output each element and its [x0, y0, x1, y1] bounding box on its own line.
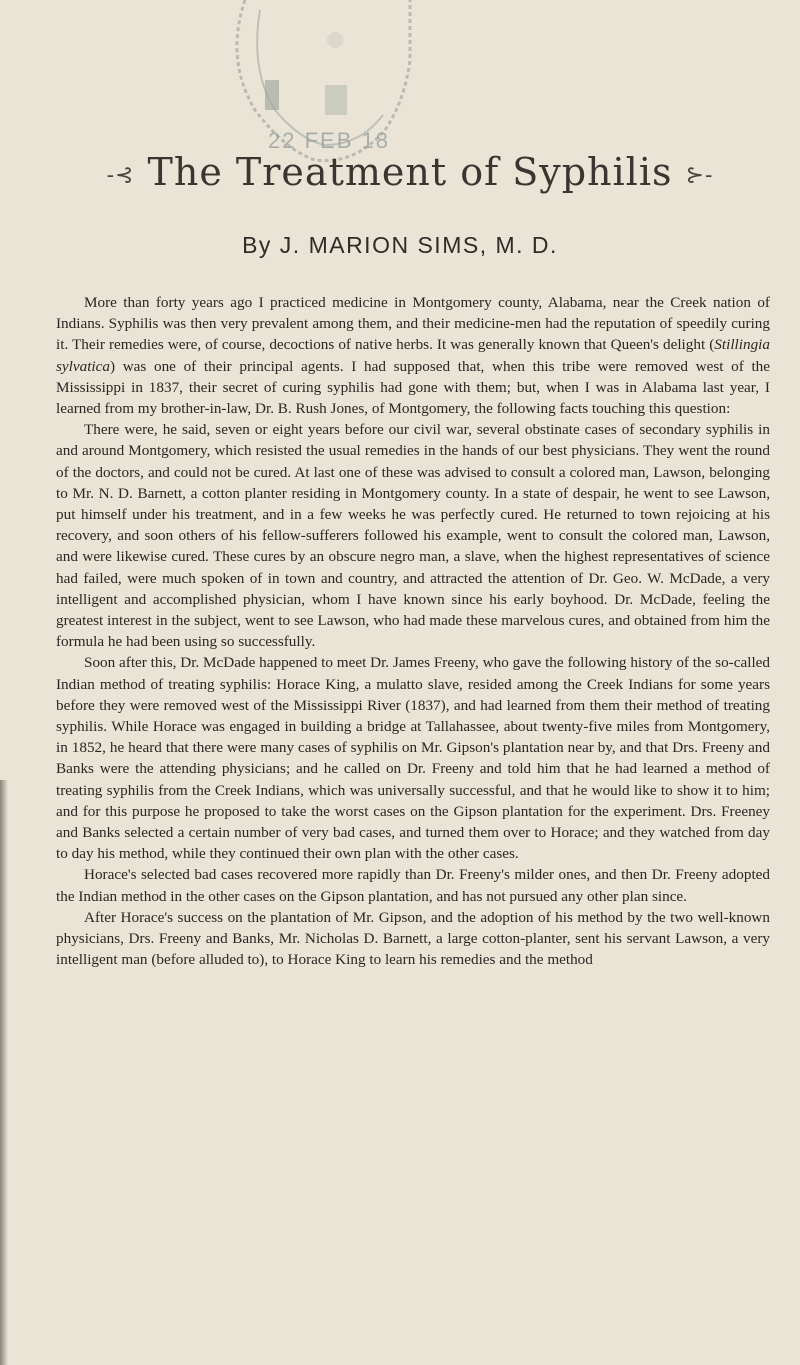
paragraph-1-part-a: More than forty years ago I practiced medicine in Montgomery county, Alabama, near the Creek nation of Indians. Syphilis was then very prevalent among them, and their medicine-men had the reputation of speedily curing it. Their remedies were, of course, decoctions of native herbs. It was generally known that Queen's delight (	[56, 294, 770, 354]
paragraph-4: Horace's selected bad cases recovered more rapidly than Dr. Freeny's milder ones, and then Dr. Freeny adopted the Indian method in the other cases on the Gipson plantation, and has not pursued any other plan since.	[56, 866, 770, 905]
paragraph-1-part-b: ) was one of their principal agents. I had supposed that, when this tribe were removed west of the Mississippi in 1837, their secret of curing syphilis had gone with them; but, when I was in Alabama last year, I learned from my brother-in-law, Dr. B. Rush Jones, of Montgomery, the following facts touching this question:	[56, 357, 770, 418]
article-body	[56, 292, 770, 971]
title-flourish-left: -⊰	[106, 163, 135, 188]
article-title	[60, 150, 760, 194]
title-flourish-right: ⊱-	[685, 163, 714, 188]
title-text: The Treatment of Syphilis	[147, 150, 673, 194]
page-binding-shadow	[0, 780, 8, 1365]
paragraph-1-italic: Stillingia sylvatica	[56, 336, 770, 375]
paragraph-1	[56, 292, 770, 419]
stamp-date: 22 FEB 18	[268, 128, 390, 153]
paragraph-5: After Horace's success on the plantation of Mr. Gipson, and the adoption of his method by the two well-known physicians, Drs. Freeny and Banks, Mr. Nicholas D. Barnett, a large cotton-planter, sent his servant Lawson, a very intelligent man (before alluded to), to Horace King to learn his remedies and the method	[56, 908, 770, 969]
author-byline: By J. MARION SIMS, M. D.	[242, 232, 558, 258]
paragraph-2: There were, he said, seven or eight years before our civil war, several obstinate cases of secondary syphilis in and around Montgomery, which resisted the usual remedies in the hands of our best physicians. They went the round of the doctors, and could not be cured. At last one of these was advised to consult a colored man, Lawson, belonging to Mr. N. D. Barnett, a cotton planter residing in Montgomery county. In a state of despair, he went to see Lawson, put himself under his treatment, and in a few weeks he was perfectly cured. He returned to town rejoicing at his recovery, and soon others of his fellow-sufferers followed his example, went to consult the colored man, Lawson, and were likewise cured. These cures by an obscure negro man, a slave, when the highest representatives of science had failed, were much spoken of in town and country, and attracted the attention of Dr. Geo. W. McDade, a very intelligent and accomplished physician, whom I have known since his early boyhood. Dr. McDade, feeling the greatest interest in the subject, went to see Lawson, who had made these marvelous cures, and obtained from him the formula he had been using so successfully.	[56, 421, 770, 651]
paragraph-3: Soon after this, Dr. McDade happened to meet Dr. James Freeny, who gave the following history of the so-called Indian method of treating syphilis: Horace King, a mulatto slave, resided among the Creek Indians for some years before they were removed west of the Mississippi River (1837), and had learned from them their method of treating syphilis. While Horace was engaged in building a bridge at Tallahassee, about twenty-five miles from Montgomery, in 1852, he heard that there were many cases of syphilis on Mr. Gipson's plantation near by, and that Drs. Freeny and Banks were the attending physicians; and he called on Dr. Freeny and told him that he had learned a method of treating syphilis from the Creek Indians, which was universally successful, and that he would like to show it to him; and for this purpose he proposed to take the worst cases on the Gipson plantation for the experiment. Drs. Freeney and Banks selected a certain number of very bad cases, and turned them over to Horace; and they watched from day to day his method, while they continued their own plan with the other cases.	[56, 654, 770, 863]
